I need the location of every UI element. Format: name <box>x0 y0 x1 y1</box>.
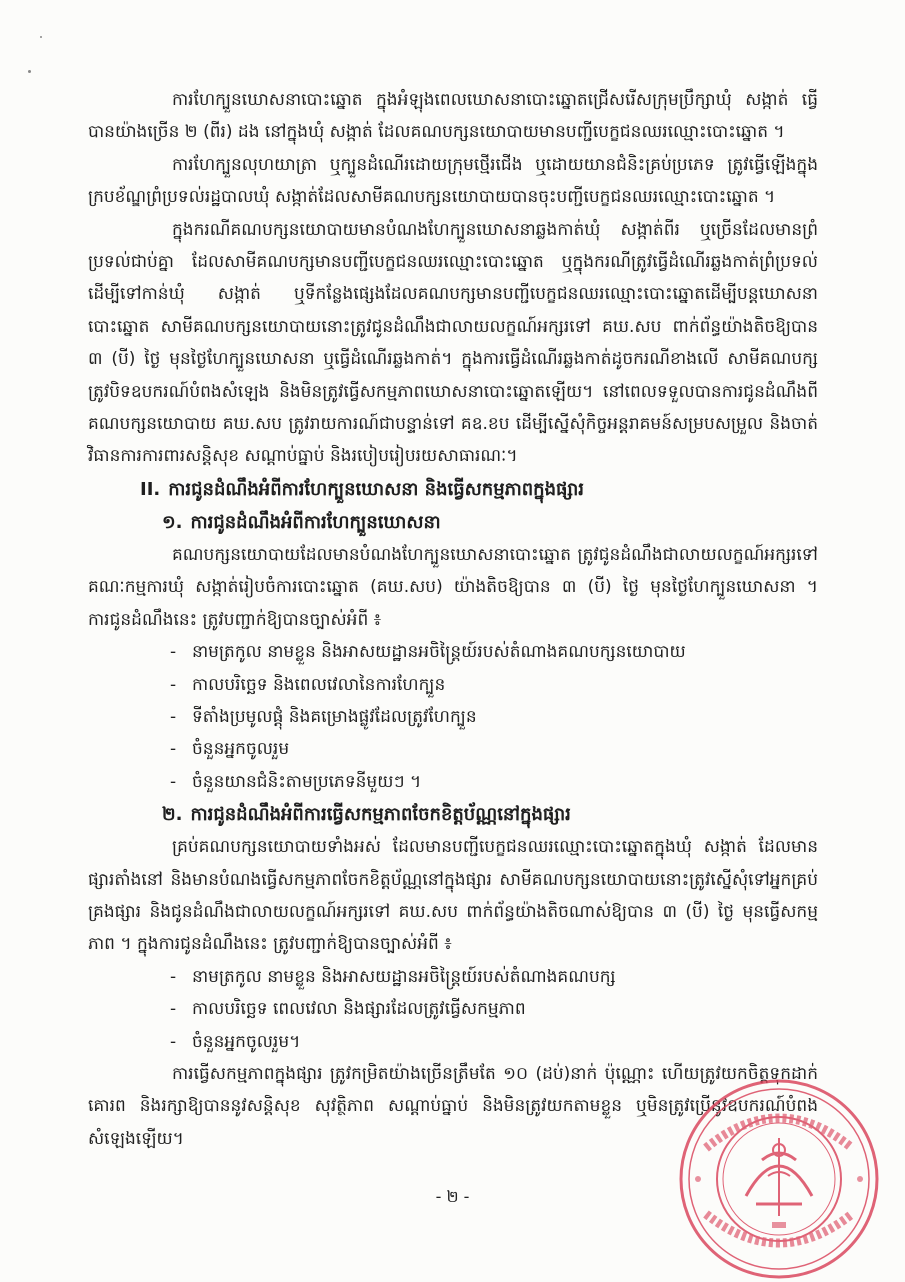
section-heading <box>88 473 818 506</box>
list-item: - នាមត្រកូល នាមខ្លួន និងអាសយដ្ឋានអចិន្ត្រៃយ៍របស់តំណាងគណបក្សនយោបាយ <box>170 642 686 663</box>
scan-speck <box>28 70 31 73</box>
paragraph-procession-limit: ការហែក្បួនឃោសនាបោះឆ្នោត ក្នុងអំឡុងពេលឃោសនាបោះឆ្នោតជ្រើសរើសក្រុមប្រឹក្សាឃុំ សង្កាត់ ធ្វើបានយ៉ាងច្រើន ២ (ពីរ) ដង នៅក្នុងឃុំ សង្កាត់ ដែលគណបក្សនយោបាយមានបញ្ជីបេក្ខជនឈរឈ្មោះបោះឆ្នោត ។ <box>88 90 818 143</box>
document-body <box>88 84 818 1155</box>
paragraph-market-notice: គ្រប់គណបក្សនយោបាយទាំងអស់ ដែលមានបញ្ជីបេក្ខជនឈរឈ្មោះបោះឆ្នោតក្នុងឃុំ សង្កាត់ ដែលមានផ្សារតាំងនៅ និងមានបំណងធ្វើសកម្មភាពចែកខិត្តប័ណ្ណនៅក្នុងផ្សារ សាមីគណបក្សនយោបាយនោះត្រូវស្នើសុំទៅអ្នកគ្រប់គ្រងផ្សារ និងជូនដំណឹងជាលាយលក្ខណ៍អក្សរទៅ គឃ.សប ពាក់ព័ន្ធយ៉ាងតិចណាស់ឱ្យបាន ៣ (បី) ថ្ងៃ មុនធ្វើសកម្មភាព ។ ក្នុងការជូនដំណឹងនេះ ត្រូវបញ្ជាក់ឱ្យបានច្បាស់អំពី ៖ <box>88 837 818 955</box>
list-item: - ទីតាំងប្រមូលផ្តុំ និងគម្រោងផ្លូវដែលត្រូវហែក្បួន <box>170 706 477 727</box>
official-seal-icon <box>676 1076 882 1282</box>
market-notice-list <box>88 961 818 1058</box>
subsection-number: ២. <box>162 804 183 826</box>
subsection-number: ១. <box>162 511 183 533</box>
list-item: - នាមត្រកូល នាមខ្លួន និងអាសយដ្ឋានអចិន្ត្រៃយ៍របស់តំណាងគណបក្ស <box>170 966 616 987</box>
procession-notice-list <box>88 636 818 798</box>
subsection-heading-2 <box>88 798 818 831</box>
paragraph-procession-notice: គណបក្សនយោបាយដែលមានបំណងហែក្បួនឃោសនាបោះឆ្នោត ត្រូវជូនដំណឹងជាលាយលក្ខណ៍អក្សរទៅគណៈកម្មការឃុំ សង្កាត់រៀបចំការបោះឆ្នោត (គឃ.សប) យ៉ាងតិចឱ្យបាន ៣ (បី) ថ្ងៃ មុនថ្ងៃហែក្បួនឃោសនា ។ ការជូនដំណឹងនេះ ត្រូវបញ្ជាក់ឱ្យបានច្បាស់អំពី ៖ <box>88 544 818 630</box>
scan-speck <box>40 36 42 38</box>
list-item: - ចំនួនអ្នកចូលរួម <box>170 739 290 760</box>
paragraph-crossing-communes: ក្នុងករណីគណបក្សនយោបាយមានបំណងហែក្បួនឃោសនាឆ្លងកាត់ឃុំ សង្កាត់ពីរ ឬច្រើនដែលមានព្រំប្រទល់ជាប់គ្នា ដែលសាមីគណបក្សមានបញ្ជីបេក្ខជនឈរឈ្មោះបោះឆ្នោត ឬក្នុងករណីត្រូវធ្វើដំណើរឆ្លងកាត់ព្រំប្រទល់ដើម្បីទៅកាន់ឃុំ សង្កាត់ ឬទីកន្លែងផ្សេងដែលគណបក្សមានបញ្ជីបេក្ខជនឈរឈ្មោះបោះឆ្នោតដើម្បីបន្តឃោសនាបោះឆ្នោត សាមីគណបក្សនយោបាយនោះត្រូវជូនដំណឹងជាលាយលក្ខណ៍អក្សរទៅ គឃ.សប ពាក់ព័ន្ធយ៉ាងតិចឱ្យបាន ៣ (បី) ថ្ងៃ មុនថ្ងៃហែក្បួនឃោសនា ឬធ្វើដំណើរឆ្លងកាត់។ ក្នុងការធ្វើដំណើរឆ្លងកាត់ដូចករណីខាងលើ សាមីគណបក្សត្រូវបិទឧបករណ៍បំពងសំឡេង និងមិនត្រូវធ្វើសកម្មភាពឃោសនាបោះឆ្នោតឡើយ។ នៅពេលទទួលបានការជូនដំណឹងពីគណបក្សនយោបាយ គឃ.សប ត្រូវរាយការណ៍ជាបន្ទាន់ទៅ គឧ.ខប ដើម្បីស្នើសុំកិច្ចអន្តរាគមន៍សម្របសម្រួល និងចាត់វិធានការការពារសន្តិសុខ សណ្តាប់ធ្នាប់ និងរបៀបរៀបរយសាធារណៈ។ <box>88 219 818 467</box>
page-number: - ២ - <box>435 1187 470 1206</box>
list-item: - ចំនួនយានជំនិះតាមប្រភេទនីមួយៗ ។ <box>170 771 422 792</box>
paragraph-market-limit: ការធ្វើសកម្មភាពក្នុងផ្សារ ត្រូវកម្រិតយ៉ាងច្រើនត្រឹមតែ ១០ (ដប់)នាក់ ប៉ុណ្ណោះ ហើយត្រូវយកចិត្តទុកដាក់គោរព និងរក្សាឱ្យបាននូវសន្តិសុខ សុវត្ថិភាព សណ្តាប់ធ្នាប់ និងមិនត្រូវយកតាមខ្លួន ឬមិនត្រូវប្រើនូវឧបករណ៍បំពងសំឡេងឡើយ។ <box>88 1063 818 1149</box>
list-item: - កាលបរិច្ឆេទ និងពេលវេលានៃការហែក្បួន <box>170 674 446 695</box>
list-item: - ចំនួនអ្នកចូលរួម។ <box>170 1031 301 1052</box>
section-number: II. <box>140 478 161 500</box>
paragraph-procession-boundary: ការហែក្បួនលុហយាត្រា ឬក្បួនដំណើរដោយក្រុមថ្មើរជើង ឬដោយយានជំនិះគ្រប់ប្រភេទ ត្រូវធ្វើឡើងក្នុងក្របខ័ណ្ឌព្រំប្រទល់រដ្ឋបាលឃុំ សង្កាត់ដែលសាមីគណបក្សនយោបាយបានចុះបញ្ជីបេក្ខជនឈរឈ្មោះបោះឆ្នោត ។ <box>88 154 818 208</box>
list-item: - កាលបរិច្ឆេទ ពេលវេលា និងផ្សារដែលត្រូវធ្វើសកម្មភាព <box>170 999 526 1020</box>
subsection-heading-1 <box>88 506 818 539</box>
section-title: ការជូនដំណឹងអំពីការហែក្បួនឃោសនា និងធ្វើសកម្មភាពក្នុងផ្សារ <box>168 478 584 500</box>
subsection-title: ការជូនដំណឹងអំពីការហែក្បួនឃោសនា <box>190 511 441 533</box>
subsection-title: ការជូនដំណឹងអំពីការធ្វើសកម្មភាពចែកខិត្តប័ណ្ណនៅក្នុងផ្សារ <box>190 804 571 826</box>
